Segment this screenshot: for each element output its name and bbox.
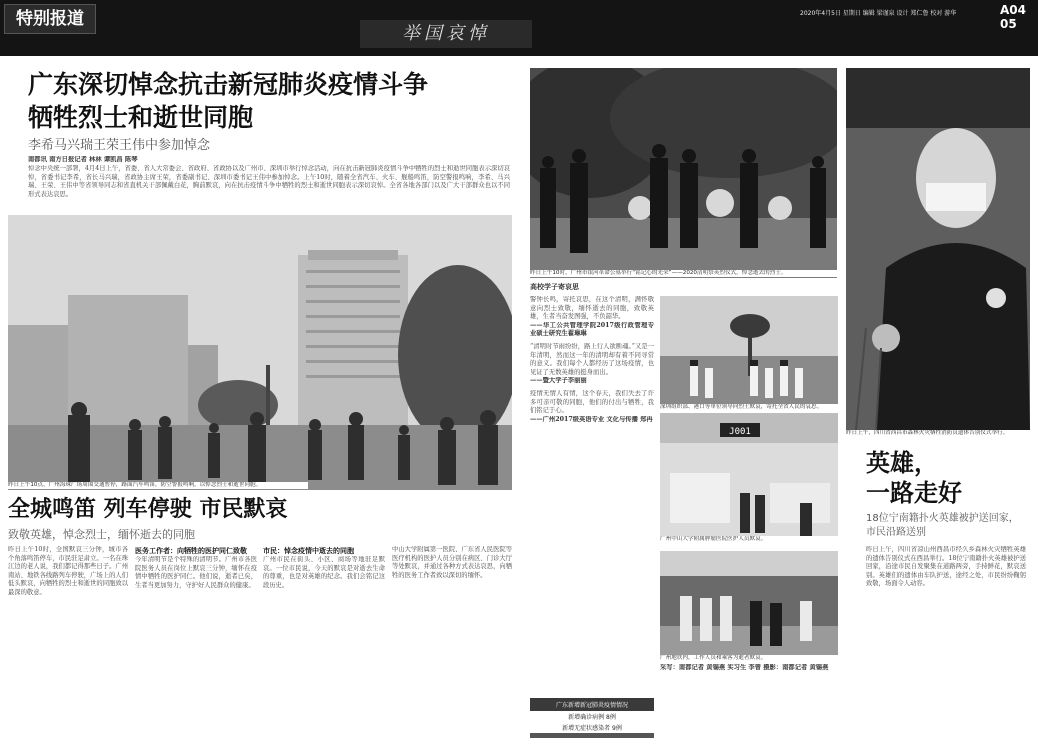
metro-photo: [660, 551, 838, 661]
lead-byline: 南都讯 南方日报记者 林林 谭凯昌 陈琴: [28, 156, 138, 163]
memorial-title: 举国哀悼: [360, 20, 532, 48]
hero-body: 昨日上午，四川省凉山州西昌市经久乡森林火灾牺牲英雄的遗体告别仪式在西昌举行。18位宁南籍扑火英雄被护送回家，沿途市民自发聚集在道路两旁，手持鲜花，默哀送别。英雄们的遗体由车队护送，途经之处，市民纷纷鞠躬致敬，场面令人动容。: [866, 546, 1026, 588]
issue-meta: 2020年4月5日 星期日 编辑 梁谨泉 设计 郑仁鲁 校对 游华: [800, 10, 957, 17]
lead-headline: [28, 68, 428, 134]
college-text: “清明时节雨纷纷，路上行人欲断魂。”又是一年清明，然而这一年的清明却有着不同寻常的意义。我们每个人都经历了这场疫情，也见证了无数英雄的挺身而出。: [530, 342, 654, 376]
section2-column-3-text: 广州市民在街头、小区、商场等地驻足默哀。一位市民说，今天的默哀是对逝去生命的尊重，也是对英雄的纪念。我们会铭记这段历史。: [263, 556, 385, 589]
hero-farewell-illustration: [846, 68, 1030, 430]
section2-column-1: 昨日上午10时，全国默哀三分钟，城市各个角落鸣笛停车，市民驻足肃立。一名在珠江边的老人说，我们都记得那些日子。广州南站、地铁各线路列车停驶，广场上的人们低头默哀，向牺牲的烈士和逝世的同胞致以最深的敬意。: [8, 546, 128, 596]
college-author-2: ——暨大学子李丽丽: [530, 377, 587, 385]
metro-caption: 广州地铁内，工作人员和乘客为逝者默哀。: [660, 655, 838, 662]
hero-farewell-photo: [846, 68, 1030, 430]
hero-farewell-caption: 昨日上午，四川省西昌市森林火灾牺牲消防员遗体告别仪式举行。: [846, 430, 1030, 437]
lead-headline-line2: 牺牲烈士和逝世同胞: [28, 103, 254, 132]
covid-info-title: 广东新增新冠肺炎疫情情况: [530, 698, 654, 711]
credits: 采写：南都记者 黄锡燕 实习生 李曾 摄影：南都记者 黄锡燕: [660, 664, 829, 671]
hero-headline: [866, 448, 962, 508]
section2-subtitle: 致敬英雄，悼念烈士，缅怀逝去的同胞: [8, 528, 195, 541]
section2-column-4: 中山大学附属第一医院、广东省人民医院等医疗机构的医护人员分别在病区、门诊大厅等处默哀，并通过各种方式表达哀思，向牺牲的医务工作者致以深切的缅怀。: [392, 546, 512, 579]
haizhu-square-photo: [8, 215, 512, 490]
lead-body: 悼念中央统一部署，4月4日上午，省委、省人大常委会、省政府、省政协以及广州市、深圳市举行悼念活动，向在抗击新冠肺炎疫情斗争中牺牲的烈士和逝世同胞表示深切哀悼，省委书记李希，省长马兴瑞，省政协主席王荣，省委副书记、深圳市委书记王伟中参加悼念。上午10时，随着全省汽车、火车、舰船鸣笛，防空警报鸣响，李希、马兴瑞、王荣、王伟中等省领导同志和省直机关干部佩戴白花，胸前默哀，向在抗击疫情斗争中牺牲的烈士和逝世同胞表示深切哀悼。全省各地各部门以及广大干部群众也以不同形式表达哀思。: [28, 165, 510, 198]
section2-column-3: [263, 546, 385, 744]
hero-headline-line2: 一路走好: [866, 479, 962, 507]
hero-subtitle: 18位宁南籍扑火英雄被护送回家，市民沿路送别: [866, 513, 1019, 538]
haizhu-square-illustration: [8, 215, 512, 490]
hospital-illustration: [660, 413, 838, 543]
section2-column-2-text: 今年清明节是个特殊的清明节。广州市各医院医务人员在岗位上默哀三分钟，缅怀在疫情中牺牲的医护同仁。他们说，逝者已矣，生者当更加努力，守护好人民群众的健康。: [135, 556, 257, 589]
college-author-1: ——华工公共管理学院2017级行政管理专业硕士研究生翟琳琳: [530, 321, 654, 338]
port-memorial-photo: [660, 296, 838, 411]
metro-illustration: [660, 551, 838, 661]
section-tag: 特别报道: [4, 4, 96, 34]
college-poem: 警钟长鸣，寄托哀思，在这个清明，满怀敬意向烈士致敬，缅怀逝去的同胞，致敬英雄，生者当奋发图强，不负韶华。: [530, 296, 654, 321]
port-memorial-caption: 深圳组织部、港口等单位领导向烈士默哀，寄托全省人民的哀思。: [660, 404, 838, 411]
college-column: [530, 282, 654, 744]
section2-column-3-head: 市民：悼念疫情中逝去的同胞: [263, 547, 354, 555]
lead-subtitle: 李希马兴瑞王荣王伟中参加悼念: [28, 138, 211, 153]
lead-headline-line1: 广东深切悼念抗击新冠肺炎疫情斗争: [28, 70, 429, 99]
college-author-3: ——广州2017级英语专业 文化与传播 郑冉: [530, 415, 653, 423]
covid-info-line-1: 新增确诊病例 8例: [530, 711, 654, 722]
hospital-photo: [660, 413, 838, 543]
cemetery-ceremony-illustration: [530, 68, 837, 278]
port-memorial-illustration: [660, 296, 838, 411]
page-number: A04 05: [1000, 3, 1026, 31]
hospital-caption: 广州中山大学附属肿瘤医院医护人员默哀。: [660, 536, 838, 543]
cemetery-ceremony-photo: [530, 68, 837, 278]
college-column-head: 高校学子寄哀思: [530, 283, 579, 291]
hero-headline-line1: 英雄，: [866, 449, 938, 477]
haizhu-square-caption: 昨日上午10点，广州海珠广场周围交通暂停，路面汽车鸣笛，防空警报鸣响，以悼念烈士和逝世同胞。: [8, 482, 308, 489]
covid-info-line-2: 新增无症状感染者 9例: [530, 722, 654, 733]
section2-headline: 全城鸣笛 列车停驶 市民默哀: [8, 497, 288, 522]
covid-info-box: [530, 698, 654, 738]
section2-column-2-head: 医务工作者：向牺牲的医护同仁致敬: [135, 547, 247, 555]
college-text-2: 疫情无情人有情，这个春天，我们失去了许多可亲可敬的同胞，他们的付出与牺牲，我们铭记于心。: [530, 389, 654, 415]
svg-text:J001: J001: [729, 427, 751, 437]
cemetery-ceremony-caption: 昨日上午10时，广州市银河革命公墓举行“铭记心的光荣”——2020清明祭英烈仪式，悼念逝去的烈士。: [530, 270, 837, 277]
section2-column-2: [135, 546, 257, 744]
